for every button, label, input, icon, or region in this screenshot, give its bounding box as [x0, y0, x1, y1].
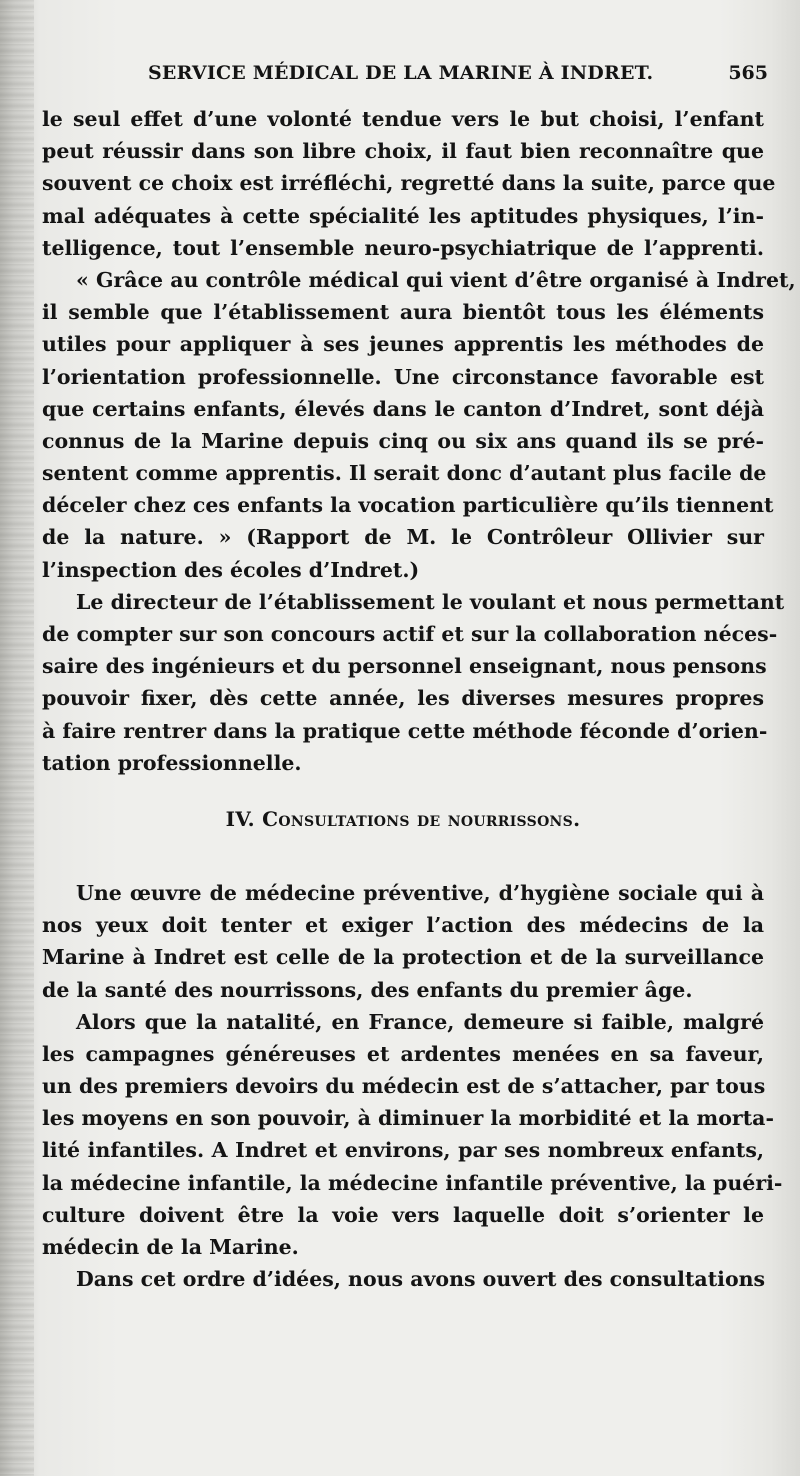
- text-line: « Grâce au contrôle médical qui vient d’être organisé à Indret,: [76, 267, 796, 292]
- text-line: saire des ingénieurs et du personnel enseignant, nous pensons: [42, 654, 767, 679]
- text-line: tation professionnelle.: [42, 750, 302, 775]
- text-line: l’inspection des écoles d’Indret.): [42, 557, 420, 582]
- section-heading: IV. Consultations de nourrissons.: [225, 806, 581, 831]
- text-line: sentent comme apprentis. Il serait donc d’autant plus facile de: [42, 461, 767, 486]
- text-line: pouvoir fixer, dès cette année, les diverses mesures propres: [42, 686, 764, 711]
- running-title: SERVICE MÉDICAL DE LA MARINE À INDRET.: [148, 62, 654, 84]
- text-line: connus de la Marine depuis cinq ou six ans quand ils se pré-: [42, 428, 764, 453]
- text-line: utiles pour appliquer à ses jeunes apprentis les méthodes de: [42, 332, 764, 357]
- text-line: à faire rentrer dans la pratique cette méthode féconde d’orien-: [42, 718, 768, 743]
- page-spine-shadow: [0, 0, 34, 1476]
- page-header: [0, 58, 800, 94]
- text-line: les campagnes généreuses et ardentes menées en sa faveur,: [42, 1041, 764, 1066]
- text-line: Dans cet ordre d’idées, nous avons ouvert des consultations: [76, 1267, 766, 1292]
- text-line: nos yeux doit tenter et exiger l’action des médecins de la: [42, 913, 764, 938]
- text-line: le seul effet d’une volonté tendue vers le but choisi, l’enfant: [42, 107, 764, 131]
- text-line: la médecine infantile, la médecine infantile préventive, la puéri-: [42, 1170, 783, 1195]
- section-heading-block: [42, 779, 764, 877]
- text-line: que certains enfants, élevés dans le canton d’Indret, sont déjà: [42, 396, 764, 421]
- body-text: [42, 103, 796, 1295]
- text-line: de compter sur son concours actif et sur la collaboration néces-: [42, 622, 778, 646]
- text-line: Une œuvre de médecine préventive, d’hygiène sociale qui à: [76, 880, 764, 905]
- text-line: de la nature. » (Rapport de M. le Contrôleur Ollivier sur: [42, 525, 764, 550]
- page-number: 565: [728, 62, 768, 84]
- text-line: médecin de la Marine.: [42, 1235, 299, 1259]
- text-line: Marine à Indret est celle de la protection et de la surveillance: [42, 945, 764, 970]
- text-line: lité infantiles. A Indret et environs, par ses nombreux enfants,: [42, 1138, 764, 1163]
- text-line: de la santé des nourrissons, des enfants du premier âge.: [42, 977, 693, 1002]
- text-line: un des premiers devoirs du médecin est de s’attacher, par tous: [42, 1074, 766, 1099]
- text-line: mal adéquates à cette spécialité les aptitudes physiques, l’in-: [42, 203, 764, 228]
- text-line: telligence, tout l’ensemble neuro-psychiatrique de l’apprenti.: [42, 235, 764, 260]
- text-line: culture doivent être la voie vers laquelle doit s’orienter le: [42, 1202, 764, 1227]
- text-line: Alors que la natalité, en France, demeure si faible, malgré: [76, 1009, 764, 1034]
- text-line: souvent ce choix est irréfléchi, regretté dans la suite, parce que: [42, 171, 776, 196]
- text-line: l’orientation professionnelle. Une circonstance favorable est: [42, 364, 764, 389]
- text-line: les moyens en son pouvoir, à diminuer la morbidité et la morta-: [42, 1106, 774, 1131]
- text-line: Le directeur de l’établissement le voulant et nous permettant: [76, 589, 785, 614]
- text-line: déceler chez ces enfants la vocation particulière qu’ils tiennent: [42, 493, 774, 518]
- text-line: peut réussir dans son libre choix, il faut bien reconnaître que: [42, 139, 764, 164]
- text-line: il semble que l’établissement aura bientôt tous les éléments: [42, 300, 764, 325]
